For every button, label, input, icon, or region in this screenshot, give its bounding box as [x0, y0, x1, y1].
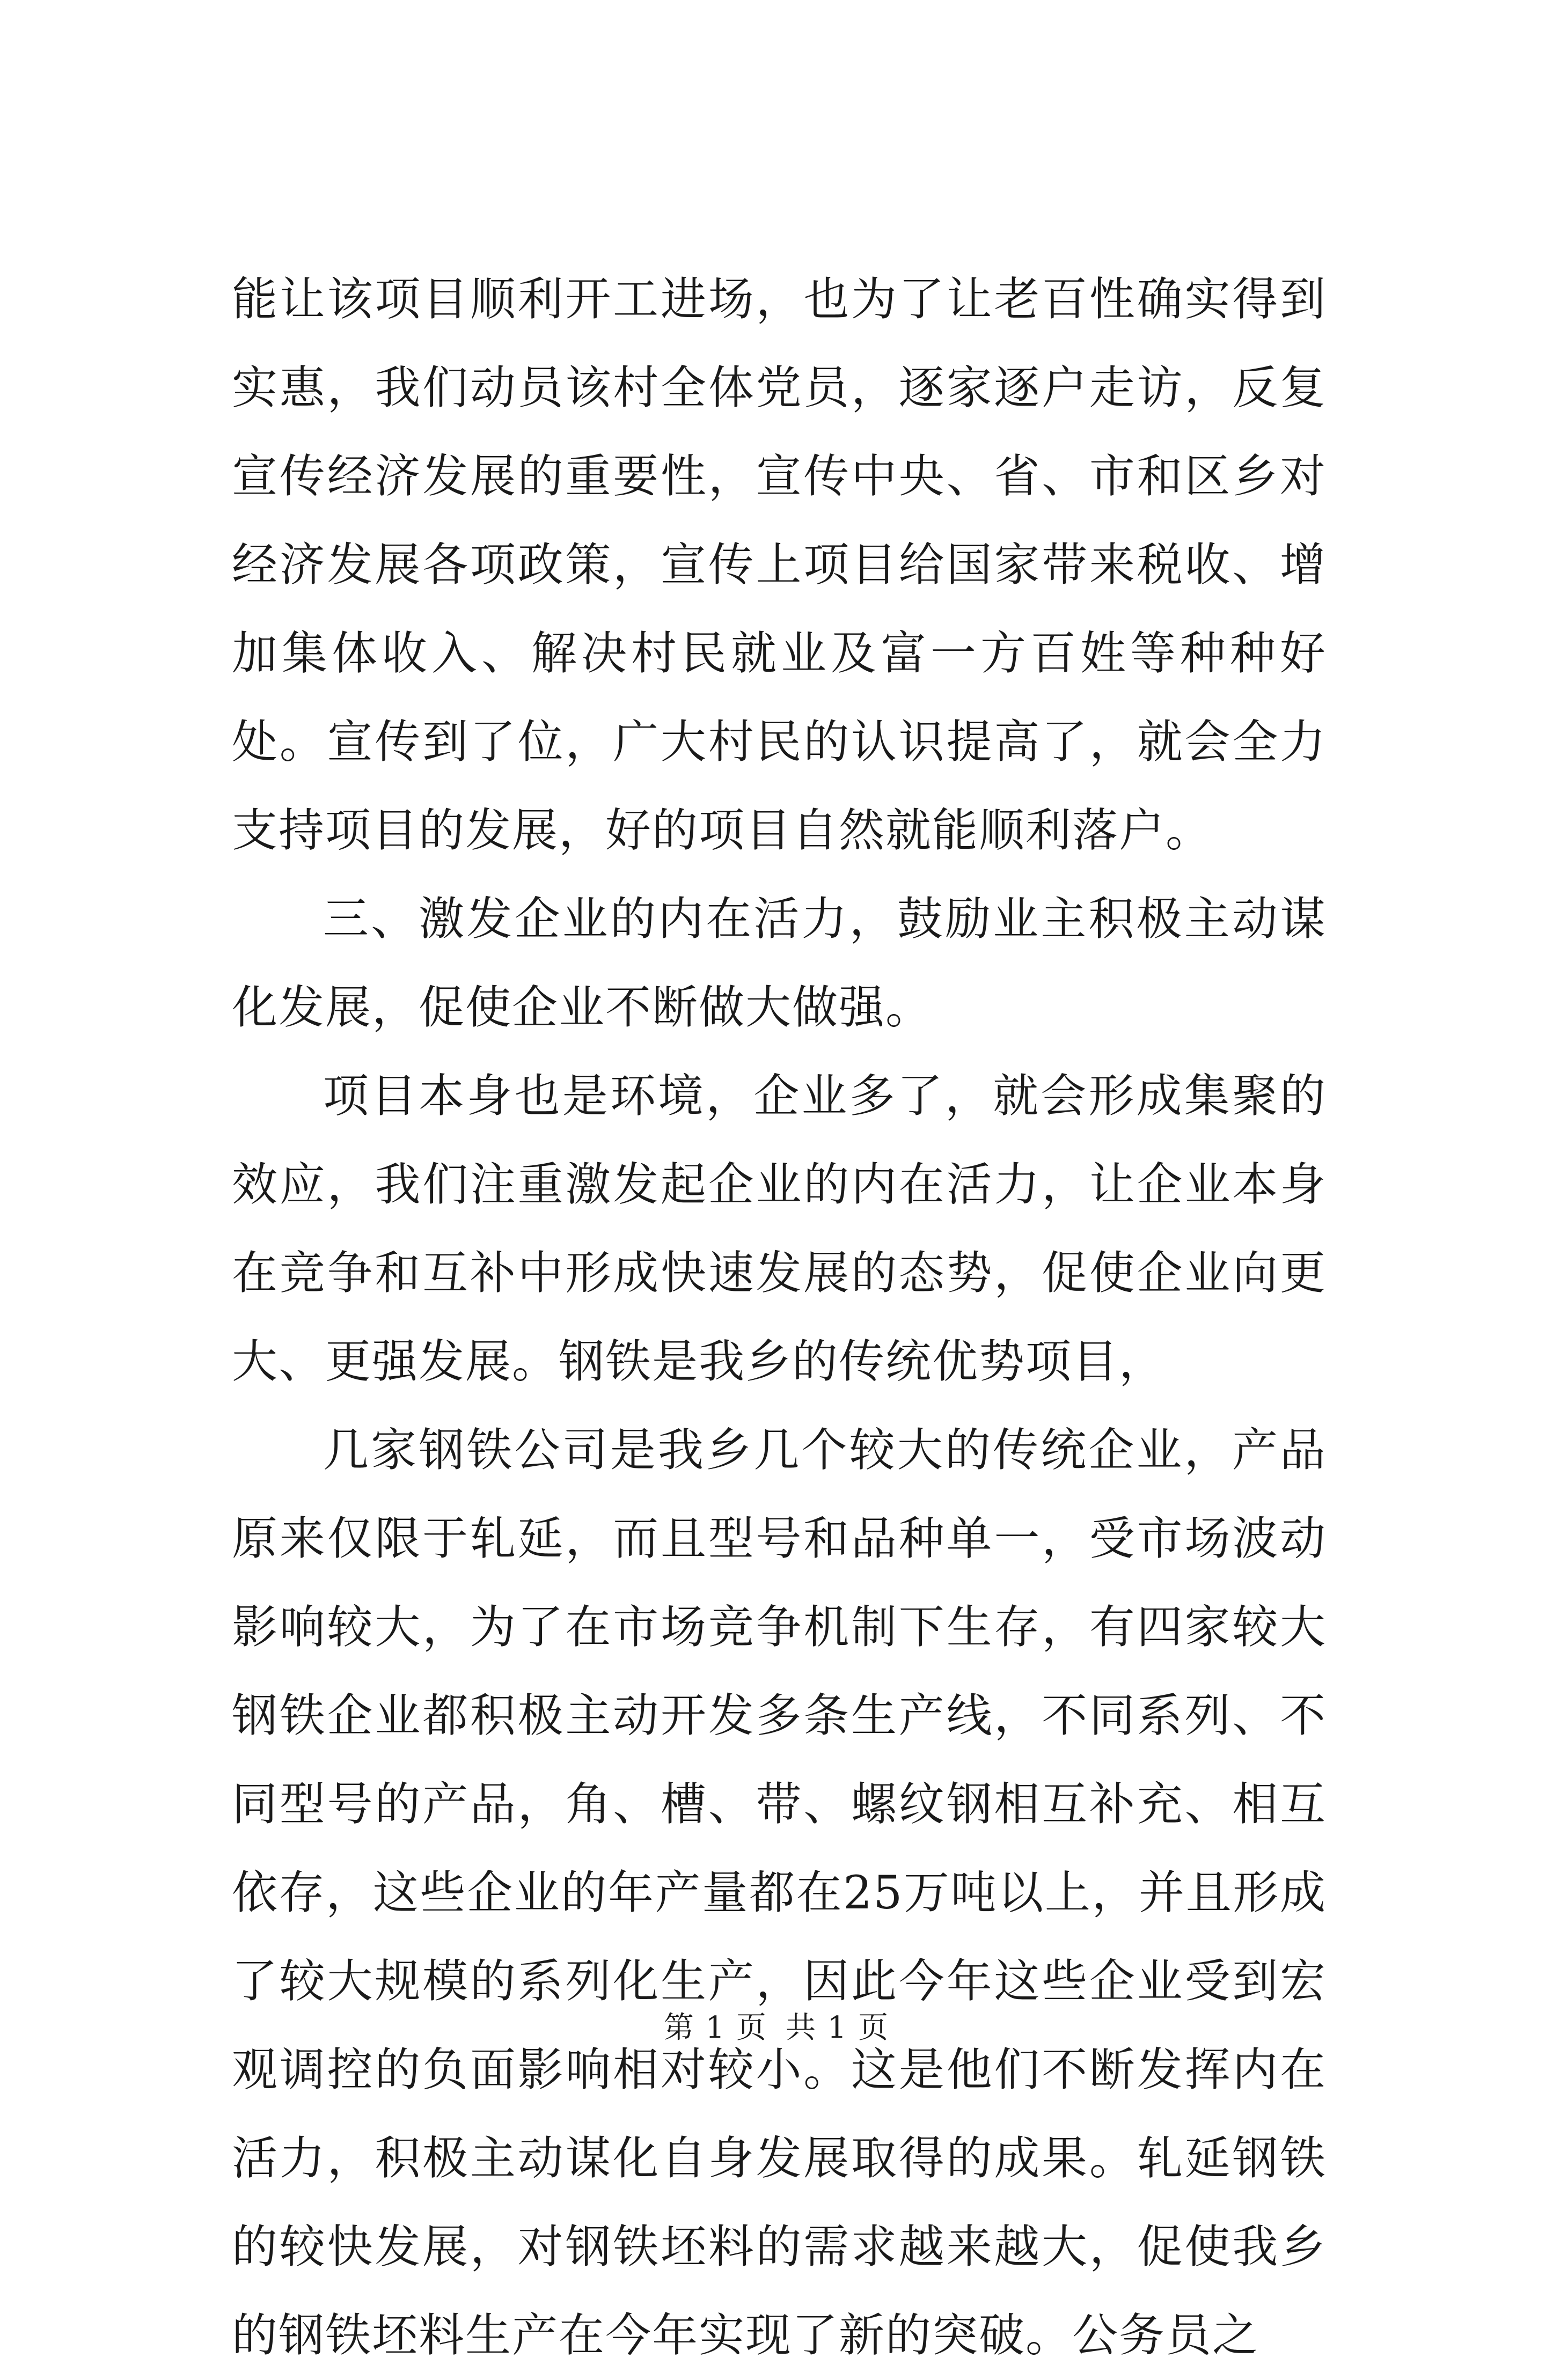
paragraph-1: 能让该项目顺利开工进场，也为了让老百性确实得到实惠，我们动员该村全体党员，逐家逐户走访，反复宣传经济发展的重要性，宣传中央、省、市和区乡对经济发展各项政策，宣传上项目给国家带来税收、增加集体收入、解决村民就业及富一方百姓等种种好处。宣传到了位，广大村民的认识提高了，就会全力支持项目的发展，好的项目自然就能顺利落户。 [232, 273, 1327, 857]
paragraph-3: 几家钢铁公司是我乡几个较大的传统企业，产品原来仅限于轧延，而且型号和品种单一，受市场波动影响较大，为了在市场竞争机制下生存，有四家较大钢铁企业都积极主动开发多条生产线，不同系列、不同型号的产品，角、槽、带、螺纹钢相互补充、相互依存，这些企业的年产量都在25万吨以上，并且形成了较大规模的系列化生产，因此今年这些企业受到宏观调控的负面影响相对较小。这是他们不断发挥内在活力，积极主动谋化自身发展取得的成果。轧延钢铁的较快发展，对钢铁坯料的需求越来越大，促使我乡的钢铁坯料生产在今年实现了新的突破。公务员之 [232, 1424, 1327, 2362]
paragraph-2: 项目本身也是环境，企业多了，就会形成集聚的效应，我们注重激发起企业的内在活力，让企业本身在竞争和互补中形成快速发展的态势，促使企业向更大、更强发展。钢铁是我乡的传统优势项目， [232, 1070, 1327, 1389]
page-number: 第 1 页 [663, 2010, 767, 2045]
page-footer [0, 2007, 1553, 2050]
page-total: 共 1 页 [786, 2010, 890, 2045]
section-heading-3: 三、激发企业的内在活力，鼓励业主积极主动谋化发展，促使企业不断做大做强。 [232, 893, 1327, 1034]
document-body [232, 255, 1327, 2380]
